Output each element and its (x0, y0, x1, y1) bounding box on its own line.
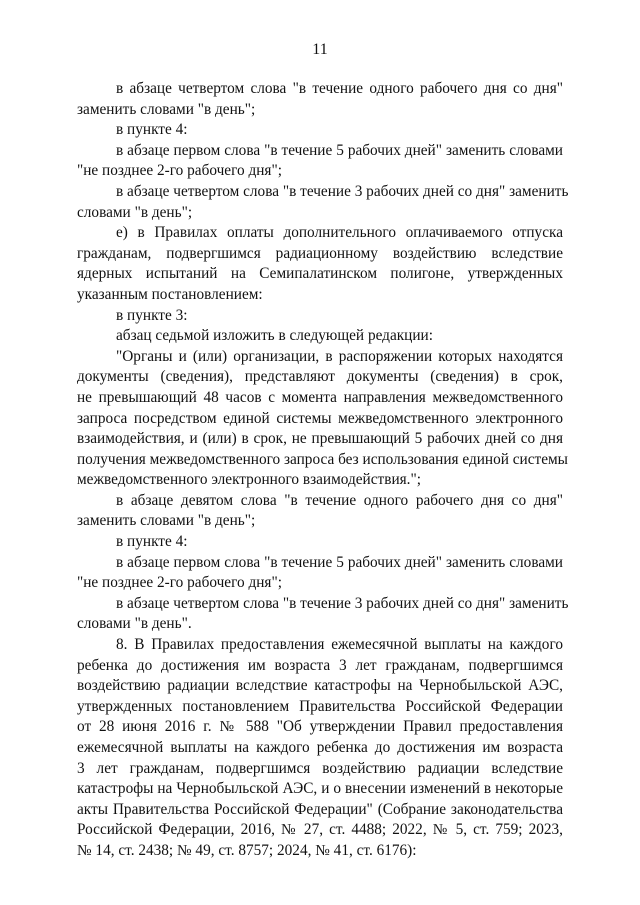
document-body (77, 79, 569, 862)
text-line: 8. В Правилах предоставления ежемесячной выплаты на каждого (116, 636, 563, 654)
text-line: в абзаце девятом слова "в течение одного рабочего дня со дня" (116, 491, 563, 509)
text-line: ежемесячной выплаты на каждого ребенка до достижения им возраста (77, 739, 563, 756)
text-line: № 14, ст. 2438; № 49, ст. 8757; 2024, № 41, ст. 6176): (77, 841, 417, 859)
text-line: в пункте 4: (116, 121, 188, 139)
text-line: от 28 июня 2016 г. № 588 "Об утверждении Правил предоставления (77, 718, 563, 736)
text-line: словами "в день"; (77, 203, 193, 221)
text-line: "не позднее 2-го рабочего дня"; (77, 574, 282, 592)
text-line: гражданам, подвергшимся радиационному воздействию вследствие (77, 244, 563, 262)
text-line: запроса посредством единой системы межведомственного электронного (77, 409, 563, 427)
text-line: е) в Правилах оплаты дополнительного оплачиваемого отпуска (116, 224, 563, 242)
text-line: в пункте 3: (116, 306, 188, 324)
text-line: ребенка до достижения им возраста 3 лет гражданам, подвергшимся (77, 656, 563, 674)
text-line: заменить словами "в день"; (77, 100, 256, 118)
text-line: "не позднее 2-го рабочего дня"; (77, 162, 282, 180)
text-line: акты Правительства Российской Федерации" (Собрание законодательства (77, 800, 563, 818)
text-line: получения межведомственного запроса без использования единой системы (77, 450, 568, 468)
text-line: в абзаце первом слова "в течение 5 рабочих дней" заменить словами (116, 141, 563, 159)
text-line: не превышающий 48 часов с момента направления межведомственного (77, 388, 563, 406)
page-number: 11 (312, 41, 328, 58)
text-line: в абзаце первом слова "в течение 5 рабочих дней" заменить словами (116, 553, 563, 571)
text-line: документы (сведения), представляют документы (сведения) в срок, (77, 368, 563, 386)
text-line: заменить словами "в день"; (77, 512, 256, 530)
text-line: 3 лет гражданам, подвергшимся воздействию радиации вследствие (77, 759, 563, 777)
text-line: воздействию радиации вследствие катастрофы на Чернобыльской АЭС, (77, 677, 563, 695)
text-line: абзац седьмой изложить в следующей редакции: (116, 327, 433, 345)
text-line: катастрофы на Чернобыльской АЭС, и о внесении изменений в некоторые (77, 780, 563, 798)
text-line: утвержденных постановлением Правительства Российской Федерации (77, 697, 563, 715)
text-line: Российской Федерации, 2016, № 27, ст. 4488; 2022, № 5, ст. 759; 2023, (77, 821, 563, 839)
text-line: указанным постановлением: (77, 285, 263, 303)
text-line: в абзаце четвертом слова "в течение 3 рабочих дней со дня" заменить (116, 182, 569, 200)
text-line: в абзаце четвертом слова "в течение одного рабочего дня со дня" (116, 80, 563, 97)
text-line: "Органы и (или) организации, в распоряжении которых находятся (116, 347, 563, 365)
text-line: в абзаце четвертом слова "в течение 3 рабочих дней со дня" заменить (116, 594, 569, 612)
text-line: словами "в день". (77, 615, 192, 633)
text-line: межведомственного электронного взаимодействия."; (77, 471, 421, 489)
text-line: ядерных испытаний на Семипалатинском полигоне, утвержденных (77, 265, 563, 283)
text-line: в пункте 4: (116, 533, 188, 551)
text-line: взаимодействия, и (или) в срок, не превышающий 5 рабочих дней со дня (77, 430, 563, 448)
